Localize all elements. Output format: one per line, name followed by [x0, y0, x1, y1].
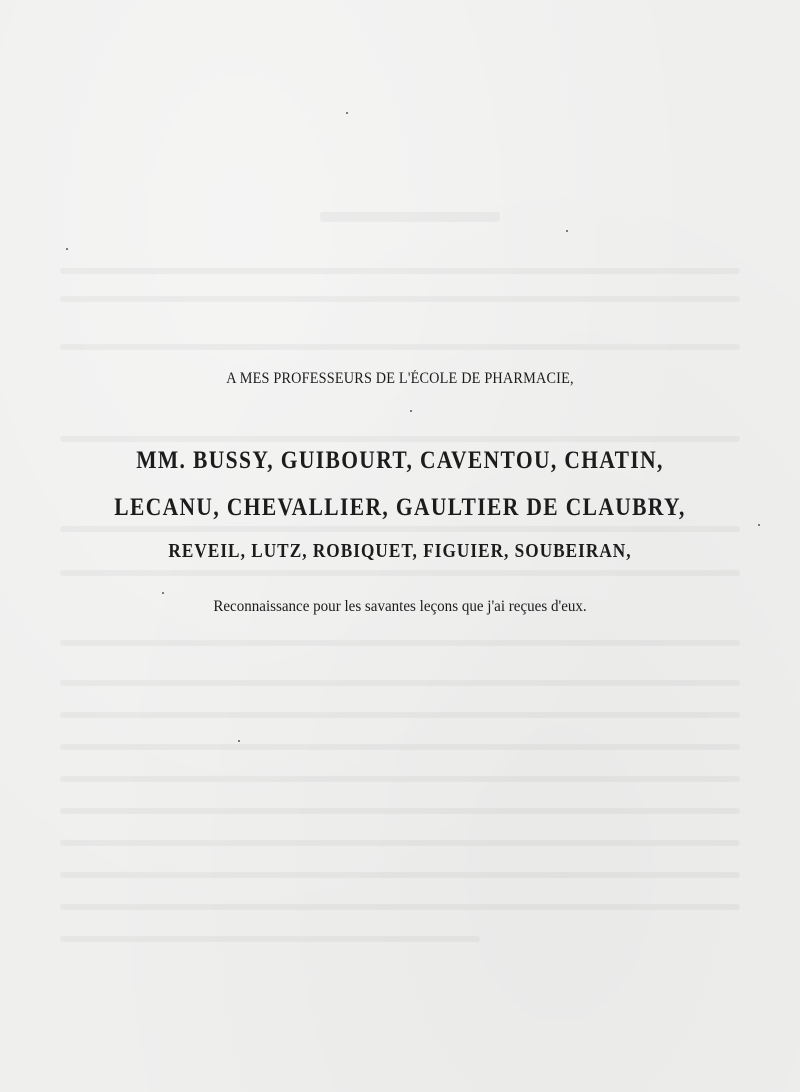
- paper-speck: [758, 524, 760, 526]
- dedication-line: A MES PROFESSEURS DE L'ÉCOLE DE PHARMACIE,: [226, 370, 574, 387]
- show-through-line: [60, 344, 740, 350]
- professor-names-line-3: REVEIL, LUTZ, ROBIQUET, FIGUIER, SOUBEIRAN,: [168, 540, 632, 562]
- show-through-line: [60, 840, 740, 846]
- show-through-line: [60, 712, 740, 718]
- paper-speck: [162, 592, 164, 594]
- show-through-line: [60, 936, 480, 942]
- show-through-line: [60, 570, 740, 576]
- show-through-line: [60, 776, 740, 782]
- professor-names-line-1: MM. BUSSY, GUIBOURT, CAVENTOU, CHATIN,: [136, 447, 664, 474]
- show-through-line: [60, 526, 740, 532]
- show-through-line: [60, 640, 740, 646]
- show-through-line: [60, 872, 740, 878]
- show-through-heading: [320, 212, 500, 222]
- paper-speck: [410, 410, 412, 412]
- paper-speck: [238, 740, 240, 742]
- professor-names-line-2: LECANU, CHEVALLIER, GAULTIER DE CLAUBRY,: [114, 494, 686, 521]
- paper-speck: [346, 112, 348, 114]
- paper-speck: [66, 248, 68, 250]
- show-through-line: [60, 436, 740, 442]
- show-through-line: [60, 296, 740, 302]
- show-through-line: [60, 744, 740, 750]
- gratitude-line: Reconnaissance pour les savantes leçons que j'ai reçues d'eux.: [213, 598, 587, 615]
- show-through-line: [60, 904, 740, 910]
- show-through-line: [60, 268, 740, 274]
- paper-speck: [566, 230, 568, 232]
- show-through-line: [60, 680, 740, 686]
- show-through-line: [60, 808, 740, 814]
